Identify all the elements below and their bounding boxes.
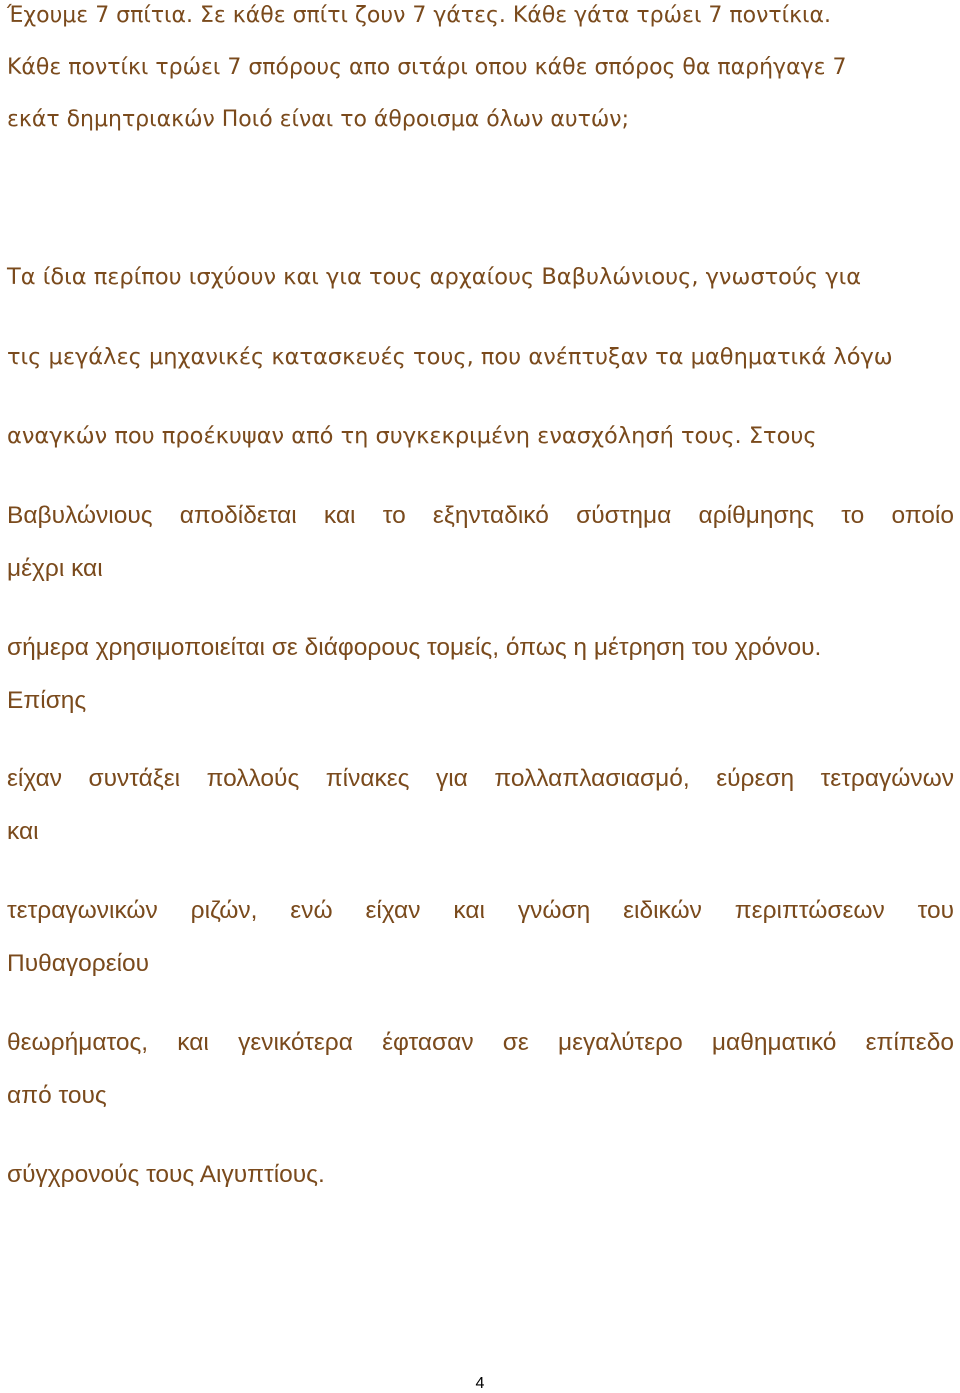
intro-line-2: Κάθε ποντίκι τρώει 7 σπόρους απο σιτάρι οπου κάθε σπόρος θα παρήγαγε 7: [7, 55, 847, 80]
paragraph-line-8-text: είχαν συντάξει πολλούς πίνακες για πολλαπλασιασμό, εύρεση τετραγώνων: [7, 765, 954, 792]
paragraph-line-9: και: [7, 818, 39, 845]
intro-line-3: εκάτ δημητριακών Ποιό είναι το άθροισμα όλων αυτών;: [7, 107, 629, 132]
intro-line-1: Έχουμε 7 σπίτια. Σε κάθε σπίτι ζουν 7 γάτες. Κάθε γάτα τρώει 7 ποντίκια.: [7, 3, 831, 28]
paragraph-line-12: [7, 1031, 954, 1056]
paragraph-line-4: [7, 504, 954, 529]
paragraph-line-10: [7, 899, 954, 924]
paragraph-line-13: από τους: [7, 1082, 107, 1109]
paragraph-line-11: Πυθαγορείου: [7, 950, 150, 977]
paragraph-line-14: σύγχρονούς τους Αιγυπτίους.: [7, 1161, 325, 1188]
paragraph-line-12-text: θεωρήματος, και γενικότερα έφτασαν σε μεγαλύτερο μαθηματικό επίπεδο: [7, 1029, 954, 1056]
paragraph-line-7: Επίσης: [7, 687, 87, 714]
paragraph-line-10-text: τετραγωνικών ριζών, ενώ είχαν και γνώση ειδικών περιπτώσεων του: [7, 897, 954, 924]
paragraph-line-2: τις μεγάλες μηχανικές κατασκευές τους, που ανέπτυξαν τα μαθηματικά λόγω: [7, 344, 893, 370]
paragraph-line-3: αναγκών που προέκυψαν από τη συγκεκριμένη ενασχόλησή τους. Στους: [7, 423, 817, 449]
paragraph-line-5: μέχρι και: [7, 555, 103, 582]
page-number: 4: [475, 1375, 485, 1392]
paragraph-line-1: Τα ίδια περίπου ισχύουν και για τους αρχαίους Βαβυλώνιους, γνωστούς για: [7, 264, 862, 290]
paragraph-line-8: [7, 767, 954, 792]
paragraph-line-6: σήμερα χρησιμοποιείται σε διάφορους τομείς, όπως η μέτρηση του χρόνου.: [7, 634, 822, 661]
paragraph-line-4-text: Βαβυλώνιους αποδίδεται και το εξηνταδικό σύστημα αρίθμησης το οποίο: [7, 502, 954, 529]
